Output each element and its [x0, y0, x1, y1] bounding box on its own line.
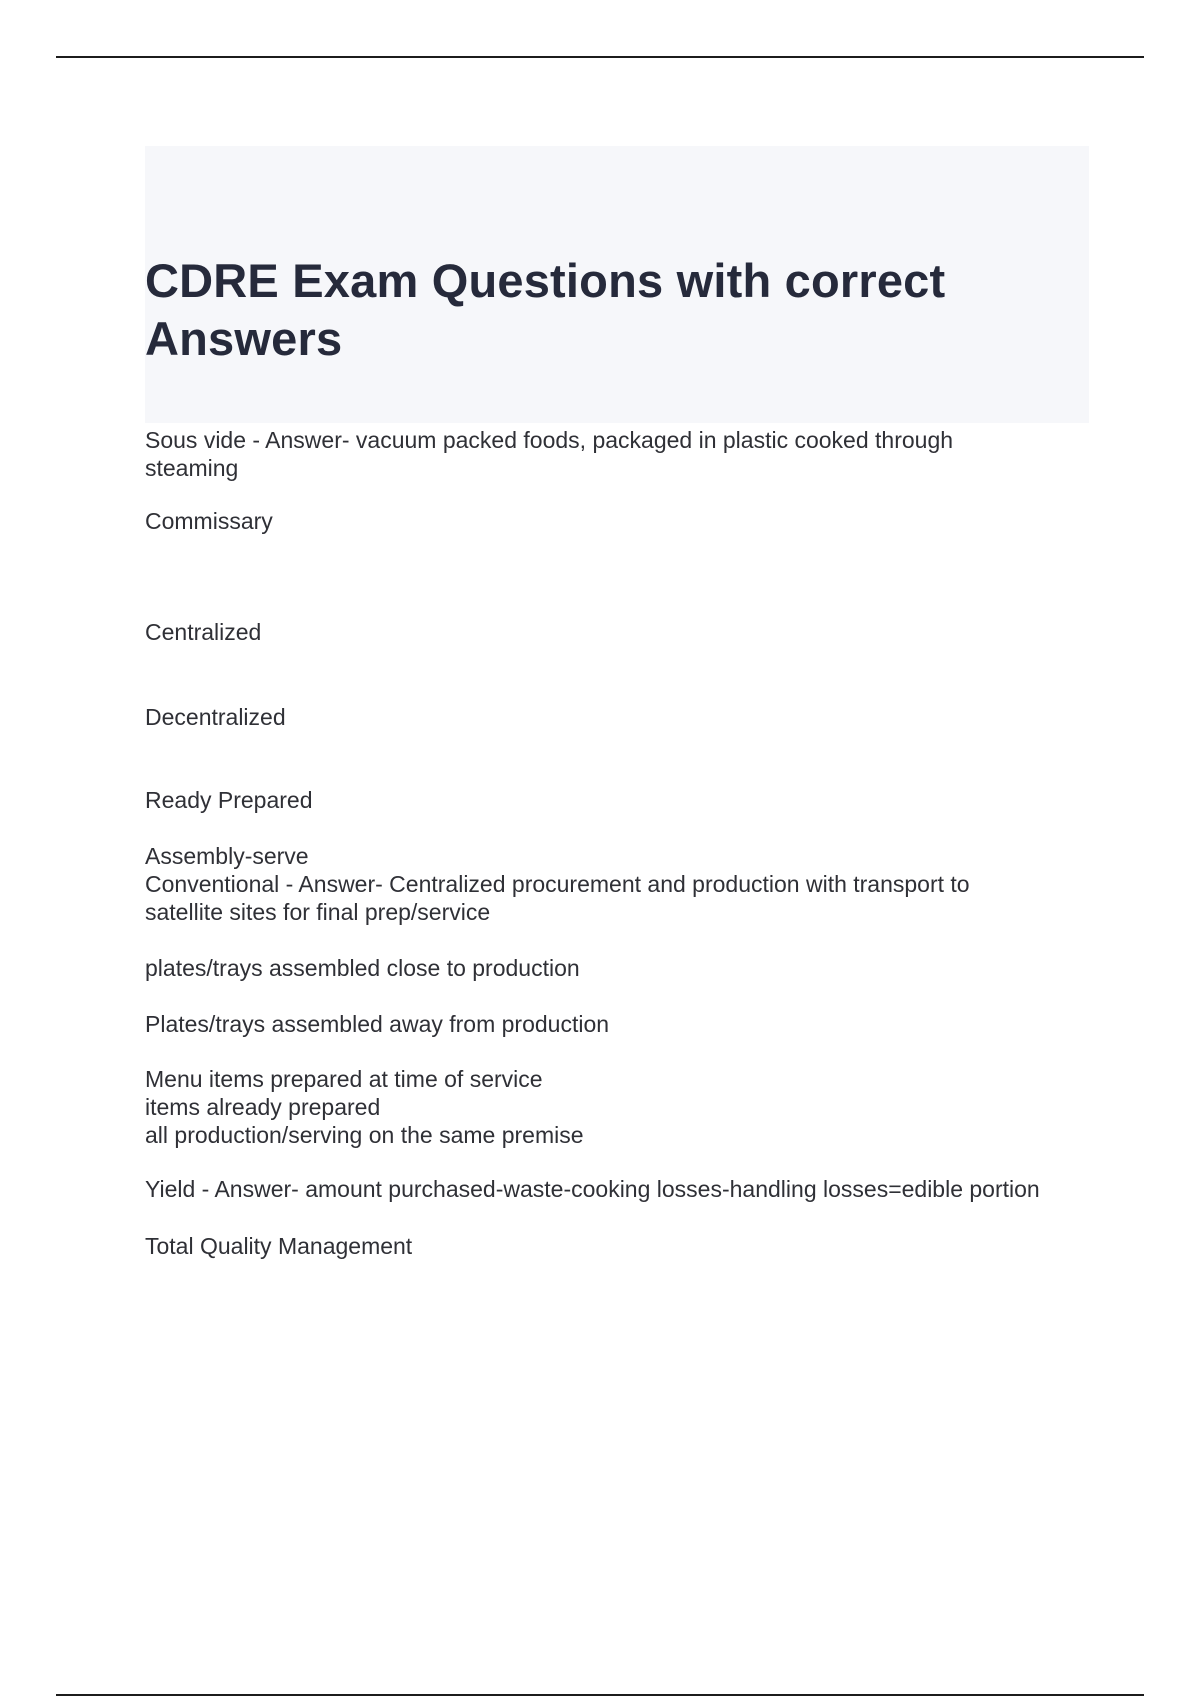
- bottom-rule: [56, 1694, 1144, 1696]
- entry-plates-close: plates/trays assembled close to production: [145, 955, 580, 981]
- entry-ready-prepared: Ready Prepared: [145, 787, 313, 813]
- entry-decentralized: Decentralized: [145, 704, 286, 730]
- document-title: CDRE Exam Questions with correct Answers: [145, 254, 946, 365]
- entry-commissary: Commissary: [145, 508, 273, 534]
- top-rule: [56, 56, 1144, 58]
- entry-sous-vide: Sous vide - Answer- vacuum packed foods, packaged in plastic cooked through steaming: [145, 427, 954, 481]
- entry-yield: Yield - Answer- amount purchased-waste-cooking losses-handling losses=edible portion: [145, 1176, 1040, 1202]
- entry-tqm: Total Quality Management: [145, 1233, 413, 1259]
- entry-centralized: Centralized: [145, 619, 262, 645]
- entry-assembly-conventional: Assembly-serve Conventional - Answer- Centralized procurement and production with transport to satellite sites for final prep/service: [145, 843, 970, 925]
- entry-menu-items: Menu items prepared at time of service items already prepared all production/serving on the same premise: [145, 1066, 584, 1148]
- entry-plates-away: Plates/trays assembled away from production: [145, 1011, 610, 1037]
